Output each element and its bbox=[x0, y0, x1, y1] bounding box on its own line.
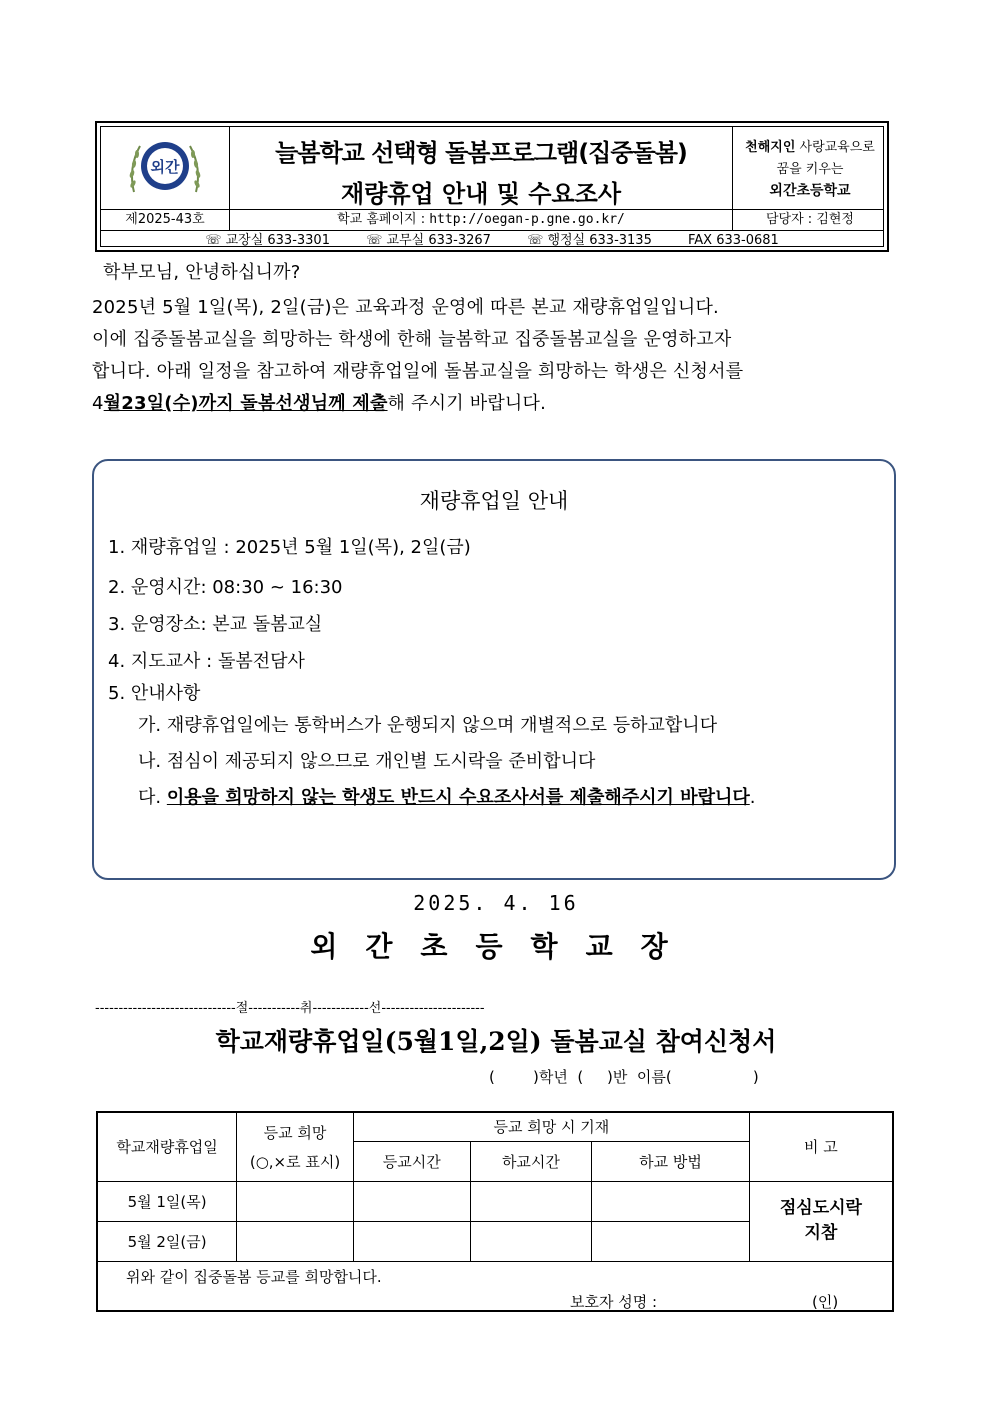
departure-cell-2[interactable] bbox=[470, 1221, 592, 1261]
confirm-cell bbox=[97, 1261, 893, 1311]
seal-mark[interactable]: (인) bbox=[812, 1292, 839, 1311]
intro-line3: 합니다. 아래 일정을 참고하여 재량휴업일에 돌봄교실을 희망하는 학생은 신청서를 bbox=[92, 361, 744, 382]
title-block bbox=[230, 127, 732, 209]
departure-cell-1[interactable] bbox=[470, 1181, 592, 1221]
doc-subtitle: 재량휴업 안내 및 수요조사 bbox=[340, 180, 622, 208]
school-logo bbox=[101, 127, 229, 209]
issue-date: 2025. 4. 16 bbox=[413, 891, 579, 915]
contact-row bbox=[101, 231, 883, 250]
wish-cell-2[interactable] bbox=[237, 1221, 354, 1261]
info-item-2: 2. 운영시간: 08:30 ~ 16:30 bbox=[108, 577, 343, 598]
signature-label: 보호자 성명 : bbox=[570, 1292, 658, 1311]
info-sub-b: 나. 점심이 제공되지 않으므로 개인별 도시락을 준비합니다 bbox=[138, 751, 596, 772]
method-cell-1[interactable] bbox=[592, 1181, 750, 1221]
contact-teachers: ☏ 교무실 633-3267 bbox=[366, 233, 491, 248]
contact-admin: ☏ 행정실 633-3135 bbox=[527, 233, 652, 248]
row-date-2: 5월 2일(금) bbox=[97, 1221, 237, 1261]
doc-number: 제2025-43호 bbox=[125, 212, 205, 227]
motto-line1: 천해지인 사랑교육으로 bbox=[745, 140, 875, 155]
motto-block bbox=[733, 127, 887, 209]
col-note: 비 고 bbox=[749, 1112, 893, 1181]
col-arrival: 등교시간 bbox=[353, 1141, 470, 1181]
application-table bbox=[96, 1111, 894, 1312]
form-title: 학교재량휴업일(5월1일,2일) 돌봄교실 참여신청서 bbox=[215, 1027, 777, 1056]
info-sub-a: 가. 재량휴업일에는 통학버스가 운행되지 않으며 개별적으로 등하교합니다 bbox=[138, 715, 718, 736]
col-date: 학교재량휴업일 bbox=[97, 1112, 237, 1181]
info-title: 재량휴업일 안내 bbox=[419, 489, 569, 513]
method-cell-2[interactable] bbox=[592, 1221, 750, 1261]
info-item-3: 3. 운영장소: 본교 돌봄교실 bbox=[108, 614, 323, 635]
svg-text:외간: 외간 bbox=[150, 158, 180, 176]
arrival-cell-2[interactable] bbox=[353, 1221, 470, 1261]
confirm-text: 위와 같이 집중돌봄 등교를 희망합니다. bbox=[126, 1267, 382, 1286]
intro-line1: 2025년 5월 1일(목), 2일(금)은 교육과정 운영에 따른 본교 재량휴업일입니다. bbox=[92, 297, 719, 318]
manager: 담당자 : 김현정 bbox=[766, 212, 854, 227]
info-box bbox=[92, 459, 896, 880]
col-group: 등교 희망 시 기재 bbox=[353, 1112, 749, 1141]
school-emblem-icon bbox=[120, 132, 210, 204]
note-cell: 점심도시락 지참 bbox=[749, 1181, 893, 1261]
col-method: 하교 방법 bbox=[592, 1141, 750, 1181]
col-departure: 하교시간 bbox=[470, 1141, 592, 1181]
contact-principal: ☏ 교장실 633-3301 bbox=[205, 233, 330, 248]
student-info-line[interactable]: ( )학년 ( )반 이름( ) bbox=[489, 1068, 759, 1086]
greeting: 학부모님, 안녕하십니까? bbox=[103, 262, 301, 283]
contact-fax: FAX 633-0681 bbox=[688, 233, 779, 248]
row-date-1: 5월 1일(목) bbox=[97, 1181, 237, 1221]
info-item-5: 5. 안내사항 bbox=[108, 683, 201, 704]
doc-title: 늘봄학교 선택형 돌봄프로그램(집중돌봄) bbox=[275, 139, 687, 167]
motto-line2: 꿈을 키우는 bbox=[776, 162, 844, 177]
homepage-link[interactable]: http://oegan-p.gne.go.kr/ bbox=[429, 212, 625, 227]
school-name: 외간초등학교 bbox=[769, 183, 851, 199]
col-wish: 등교 희망 (○,×로 표시) bbox=[237, 1112, 354, 1181]
info-item-1: 1. 재량휴업일 : 2025년 5월 1일(목), 2일(금) bbox=[108, 537, 471, 558]
info-item-4: 4. 지도교사 : 돌봄전담사 bbox=[108, 651, 305, 672]
arrival-cell-1[interactable] bbox=[353, 1181, 470, 1221]
principal-name: 외간초등학교장 bbox=[310, 930, 696, 963]
info-sub-c: 다. 이용을 희망하지 않는 학생도 반드시 수요조사서를 제출해주시기 바랍니다. bbox=[138, 787, 756, 808]
intro-line2: 이에 집중돌봄교실을 희망하는 학생에 한해 늘봄학교 집중돌봄교실을 운영하고자 bbox=[92, 329, 732, 350]
intro-line4: 4월23일(수)까지 돌봄선생님께 제출해 주시기 바랍니다. bbox=[92, 393, 547, 414]
deadline: 월23일(수)까지 돌봄선생님께 제출 bbox=[103, 393, 388, 414]
wish-cell-1[interactable] bbox=[237, 1181, 354, 1221]
homepage: 학교 홈페이지 : http://oegan-p.gne.go.kr/ bbox=[337, 212, 625, 227]
cut-line: ------------------------------절-----------취------------선---------------------- bbox=[95, 1001, 485, 1016]
letterhead-inner bbox=[100, 126, 884, 247]
letterhead bbox=[95, 121, 889, 252]
